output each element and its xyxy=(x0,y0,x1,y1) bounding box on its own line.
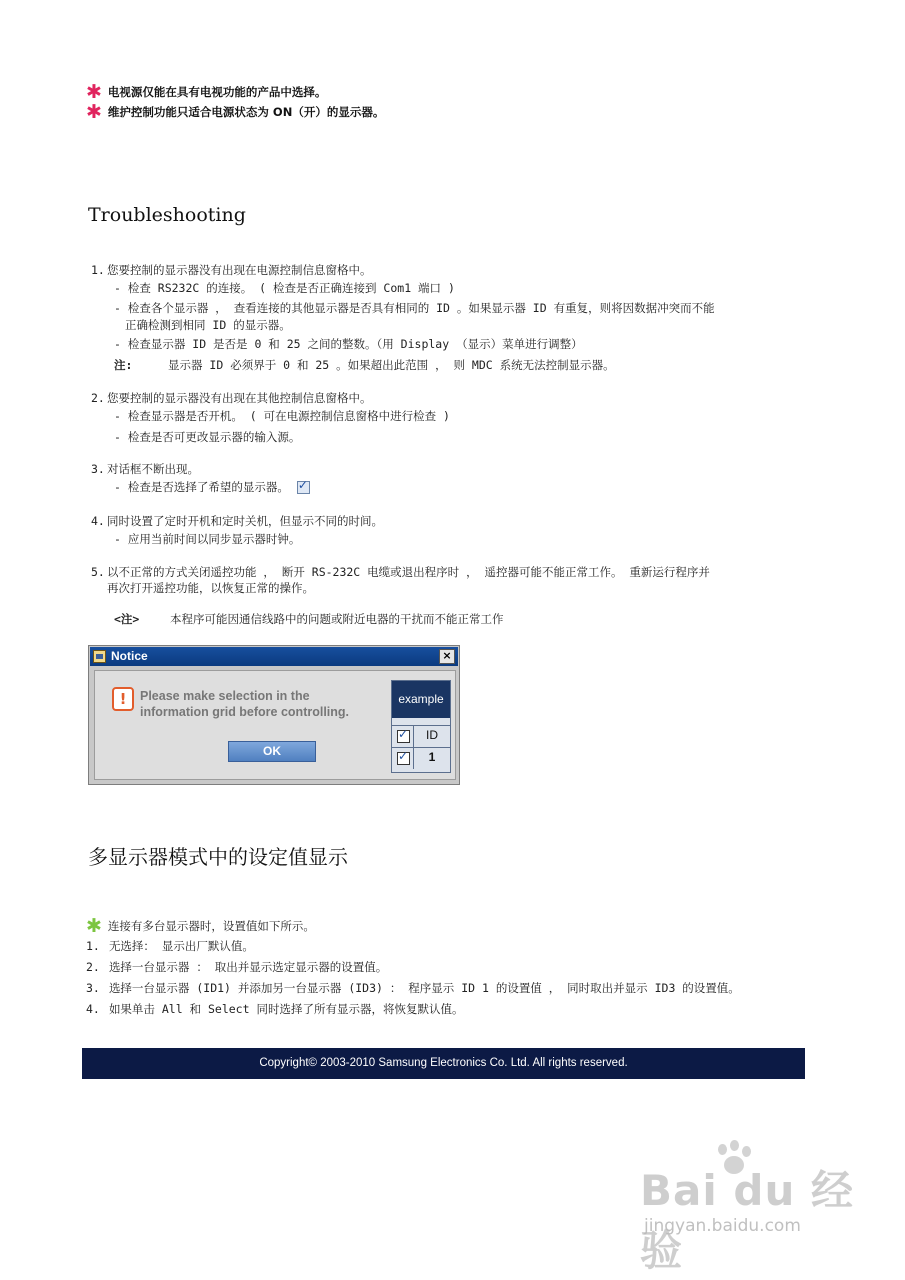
dialog-title: Notice xyxy=(111,649,148,663)
sub-item: - 检查各个显示器 ， 查看连接的其他显示器是否具有相同的 ID 。如果显示器 ID 有重复，则将因数据冲突而不能 xyxy=(114,301,715,315)
note-text: 维护控制功能只适合电源状态为 ON（开）的显示器。 xyxy=(107,105,385,119)
dialog-message: Please make selection in the information grid before controlling. xyxy=(140,689,350,719)
red-star-icon: ✱ xyxy=(86,80,102,103)
sub-item: - 检查是否可更改显示器的输入源。 xyxy=(114,430,301,444)
list-item: 1. 无选择： 显示出厂默认值。 xyxy=(86,939,254,953)
list-item: 3. 对话框不断出现。 xyxy=(91,462,199,476)
intro-text: 连接有多台显示器时，设置值如下所示。 xyxy=(107,919,315,933)
intro-row xyxy=(86,914,315,937)
watermark-logo: Bai du 经验 xyxy=(640,1166,854,1275)
list-item: 1. 您要控制的显示器没有出现在电源控制信息窗格中。 xyxy=(91,263,372,277)
checkbox-checked-icon xyxy=(397,752,410,765)
copyright-footer: Copyright© 2003-2010 Samsung Electronics Co. Ltd. All rights reserved. xyxy=(82,1048,805,1079)
list-item: 4. 同时设置了定时开机和定时关机，但显示不同的时间。 xyxy=(91,514,383,528)
example-panel xyxy=(391,680,451,773)
red-star-icon: ✱ xyxy=(86,100,102,123)
sub-item: - 检查是否选择了希望的显示器。✓ xyxy=(114,479,310,495)
note-text: 电视源仅能在具有电视功能的产品中选择。 xyxy=(107,85,327,99)
list-item: 4. 如果单击 All 和 Select 同时选择了所有显示器，将恢复默认值。 xyxy=(86,1002,464,1016)
list-item: 5. 以不正常的方式关闭遥控功能 ， 断开 RS-232C 电缆或退出程序时 ， 遥控器可能不能正常工作。 重新运行程序并 xyxy=(91,565,710,579)
warning-text: 本程序可能因通信线路中的问题或附近电器的干扰而不能正常工作 xyxy=(170,612,504,626)
list-item: 3. 选择一台显示器 (ID1) 并添加另一台显示器 (ID3) ： 程序显示 ID 1 的设置值 ， 同时取出并显示 ID3 的设置值。 xyxy=(86,981,740,995)
sub-item: - 检查显示器是否开机。 ( 可在电源控制信息窗格中进行检查 ) xyxy=(114,409,450,423)
sub-item: 正确检测到相同 ID 的显示器。 xyxy=(125,318,291,332)
list-item-continuation: 再次打开遥控功能，以恢复正常的操作。 xyxy=(107,581,314,595)
checkbox-checked-icon xyxy=(297,481,310,494)
green-star-icon: ✱ xyxy=(86,914,102,937)
list-item: 2. 您要控制的显示器没有出现在其他控制信息窗格中。 xyxy=(91,391,372,405)
note-row xyxy=(86,80,327,103)
baidu-watermark xyxy=(640,1140,870,1275)
troubleshooting-heading: Troubleshooting xyxy=(88,204,246,226)
notice-dialog xyxy=(88,645,460,785)
note-label: 注: xyxy=(114,358,133,372)
sub-item: - 检查显示器 ID 是否是 0 和 25 之间的整数。（用 Display （显示）菜单进行调整） xyxy=(114,337,583,351)
warning-label: <注> xyxy=(114,612,140,626)
ok-button[interactable]: OK xyxy=(228,741,316,762)
watermark-url: jingyan.baidu.com xyxy=(644,1216,801,1236)
list-item: 2. 选择一台显示器 ： 取出并显示选定显示器的设置值。 xyxy=(86,960,388,974)
warning-icon: ! xyxy=(112,687,134,711)
close-icon[interactable]: × xyxy=(439,649,455,664)
example-header: example xyxy=(392,681,450,718)
note-row xyxy=(86,100,385,123)
example-row: ✓ 1 xyxy=(392,747,450,769)
checkbox-checked-icon xyxy=(397,730,410,743)
example-row: ✓ ID xyxy=(392,725,450,747)
sub-item: - 检查 RS232C 的连接。 ( 检查是否正确连接到 Com1 端口 ) xyxy=(114,281,455,295)
dialog-body xyxy=(94,670,456,780)
dialog-titlebar xyxy=(90,647,458,666)
multi-display-heading: 多显示器模式中的设定值显示 xyxy=(88,845,348,869)
note-text: 显示器 ID 必须界于 0 和 25 。如果超出此范围 ， 则 MDC 系统无法控制显示器。 xyxy=(168,358,615,372)
app-icon xyxy=(93,650,106,663)
sub-item: - 应用当前时间以同步显示器时钟。 xyxy=(114,532,301,546)
